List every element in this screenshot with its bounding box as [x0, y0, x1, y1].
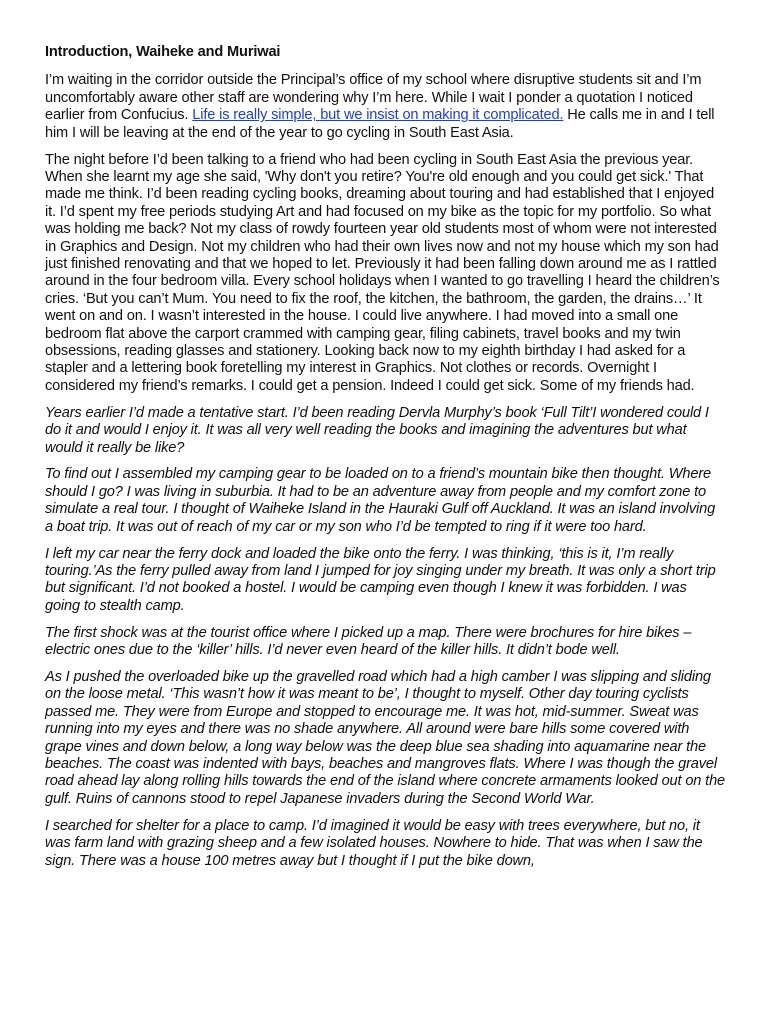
paragraph-1 [45, 72, 725, 142]
paragraph-8: I searched for shelter for a place to camp. I’d imagined it would be easy with trees everywhere, but no, it was farm land with grazing sheep and a few isolated houses. Nowhere to hide. That was when I saw the sign. There was a house 100 metres away but I thought if I put the bike down, [45, 817, 703, 869]
paragraph-1-text-before: I’m waiting in the corridor outside the Principal’s office of my school where disruptive students sit and I’m uncomfortably aware other staff are wondering why I’m here. While I wait I ponder a quotation I noticed earlier from Confucius. [45, 72, 702, 124]
paragraph-1-text-after: He calls me in and I tell him I will be leaving at the end of the year to go cycling in South East Asia. [45, 107, 715, 141]
confucius-quote-link[interactable]: Life is really simple, but we insist on making it complicated. [192, 107, 564, 124]
paragraph-5: I left my car near the ferry dock and loaded the bike onto the ferry. I was thinking, ‘this is it, I’m really touring.’As the ferry pulled away from land I jumped for joy singing under my breath. It was only a short trip but significant. I’d not booked a hostel. I would be camping even though I knew it was forbidden. I was going to stealth camp. [45, 545, 716, 614]
paragraph-4: To find out I assembled my camping gear to be loaded on to a friend’s mountain bike then thought. Where should I go? I was living in suburbia. It had to be an adventure away from people and my comfort zone to simulate a real tour. I thought of Waiheke Island in the Hauraki Gulf off Auckland. It was an island involving a boat trip. It was out of reach of my car or my son who I’d be tempted to ring if it were too hard. [45, 466, 716, 535]
paragraph-7: As I pushed the overloaded bike up the gravelled road which had a high camber I was slipping and sliding on the loose metal. ‘This wasn’t how it was meant to be’, I thought to myself. Other day touring cyclists passed me. They were from Europe and stopped to encourage me. It was hot, mid-summer. Sweat was running into my eyes and there was no shade anywhere. All around were bare hills some covered with grape vines and down below, a long way below was the deep blue sea shading into aquamarine near the beaches. The coast was indented with bays, beaches and mangroves flats. Where I was though the gravel road ahead lay along rolling hills towards the end of the island where concrete armaments looked out on the gulf. Ruins of cannons stood to repel Japanese invaders during the Second World War. [45, 669, 726, 807]
paragraph-2: The night before I’d been talking to a friend who had been cycling in South East Asia the previous year. When she learnt my age she said, 'Why don't you retire? You're old enough and you could get sick.' That made me think. I’d been reading cycling books, dreaming about touring and had established that I enjoyed it. I’d spent my free periods studying Art and had focused on my bike as the topic for my portfolio. So what was holding me back? Not my class of rowdy fourteen year old students most of whom were not interested in Graphics and Design. Not my children who had their own lives now and not my house which my son had just finished renovating and that we hoped to let. Previously it had been falling down around me as I rattled around in the four bedroom villa. Every school holidays when I wanted to go travelling I heard the children’s cries. ‘But you can’t Mum. You need to fix the roof, the kitchen, the bathroom, the garden, the drains…’ It went on and on. I wasn’t interested in the house. I could live anywhere. I had moved into a small one bedroom flat above the carport crammed with camping gear, filing cabinets, travel books and my twin obsessions, reading glasses and stationery. Looking back now to my eighth birthday I had asked for a stapler and a lettering book foretelling my interest in Graphics. Not clothes or records. Overnight I considered my friend’s remarks. I could get a pension. Indeed I could get sick. Some of my friends had. [45, 151, 720, 394]
document-title: Introduction, Waiheke and Muriwai [45, 44, 281, 60]
paragraph-3: Years earlier I’d made a tentative start. I’d been reading Dervla Murphy’s book ‘Full Tilt’I wondered could I do it and would I enjoy it. It was all very well reading the books and imagining the adventures but what would it really be like? [45, 404, 709, 456]
document-page [45, 44, 725, 879]
paragraph-6: The first shock was at the tourist office where I picked up a map. There were brochures for hire bikes – electric ones due to the ‘killer’ hills. I’d never even heard of the killer hills. It didn’t bode well. [45, 624, 692, 659]
